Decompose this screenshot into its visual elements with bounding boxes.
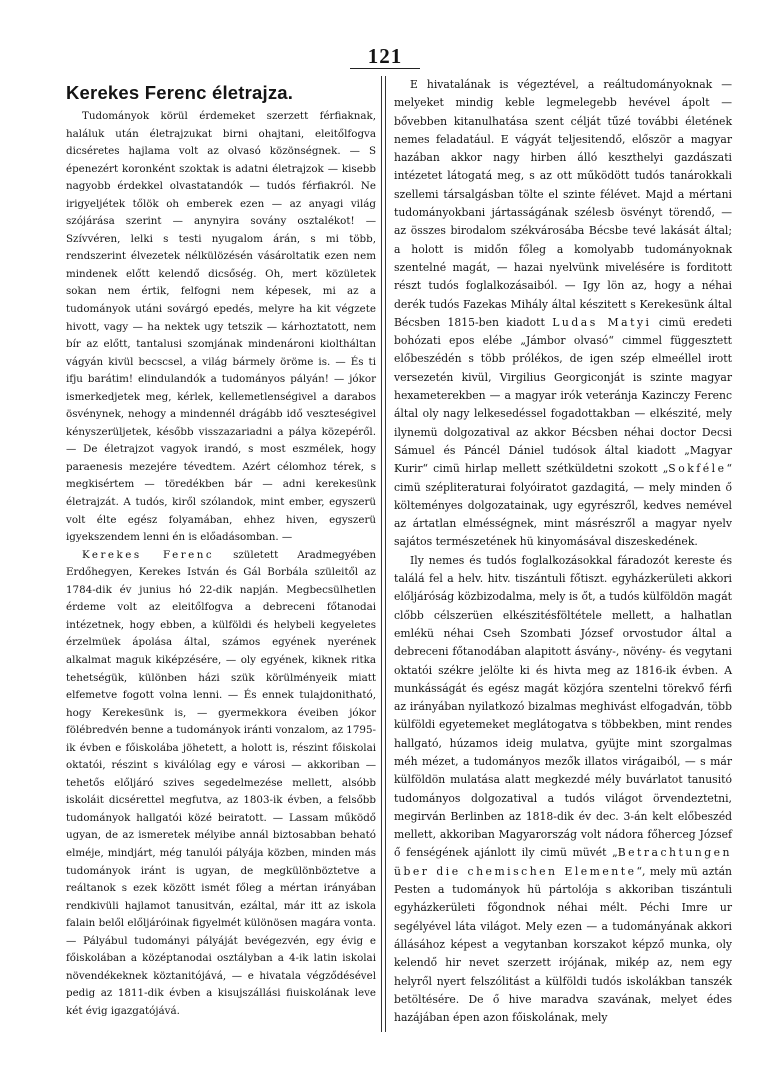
right-column bbox=[394, 76, 732, 1027]
paragraph-text: cimü eredeti bohózati epos elébe „Jámbor olvasó“ cimmel függesztett előbeszédén s több prólékos, de igen szép elmeéllel irott versezetén kivül, Virgilius Georgiconját is szinte magyar hexameterekben — a magyar irók veteránja Kazinczy Ferenc által oly nagy lelkesedéssel fogadottakban — elkészité, mely ilynemü dolgozatival az akkor Bécsben néhai doctor Decsi Sámuel és Páncél Dániel tudósok által kiadott „Magyar Kurir“ cimü hirlap mellett szétküldetni szokott „ bbox=[394, 315, 732, 476]
spaced-title: Betrachtungen über die chemischen Elemente bbox=[394, 846, 732, 878]
paragraph-text: született Aradmegyében Erdőhegyen, Kerekes István és Gál Borbála szüleitől az 1784-dik év junius hó 22-dik napján. Megbecsülhetlen érdeme volt az eleitőlfogva a debreceni főtanodai intézetnek, hogy ebben, a külföldi és helybeli kegyeletes érzelmüek ápolása által, számos egyének nyerének alkalmat maguk kiképzésére, — oly egyének, kiknek ritka tehetségük, különben házi szük körülményeik miatt elfemetve fogott volna lenni. — És ennek tulajdonitható, hogy Kerekesünk is, — gyermekkora éveiben jókor fölébredvén benne a tudományok iránti vonzalom, az 1795-ik évben e főiskolába jöhetett, a holott is, részint főiskolai oktatói, részint s kiválólag egy e városi — akkoriban — tehetős előljáró szives segedelmezése mellett, alsóbb iskoláit dicsérettel megfutva, az 1803-ik évben, a felsőbb tudományok hallgatói közé beiratott. — Lassam működő ugyan, de az ismeretek mélyibe annál biztosabban beható elméje, mindjárt, még tanulói pályája közben, minden más tudományok iránt is ugyan, de megkülönböztetve a reáltanok s ezek között ismét főleg a mértan irányában rendkivüli hajlamot tanusitván, ezáltal, már itt az iskola falain belől előljáróinak figyelmét különösen magára vonta. — Pályábul tudományi pályáját bevégezvén, egy évig e főiskolában a középtanodai osztályban a 4-ik latin iskolai növendékeknek köztanitójává, — e hivatala végződésével pedig az 1811-dik évben a kisujszállási fiuiskolának leve két évig igazgatójává. bbox=[66, 548, 376, 1017]
spaced-name: Kerekes Ferenc bbox=[82, 548, 215, 561]
paragraph-debrecen bbox=[394, 552, 732, 1028]
paragraph-text: E hivatalának is végeztével, a reáltudományoknak — melyeket mindig keble legmelegebb hevével ápolt — bővebben kitanulhatása szent célját tűzé további életének nemes feladatául. E vágyát teljesitendő, először a magyar hazában akkor nagy hirben álló keszthelyi gazdászati intézetet látogatá meg, s az ott működött tudós tanárokkali szellemi társalgásban tölte el szinte félévet. Majd a mértani tudományokbani jártasságának szélesb ösvényt törendő, — az összes birodalom székvárosába Bécsbe tevé lakását által; a holott is midőn főleg a komolyabb tudományoknak szentelné magát, — hazai nyelvünk mivelésére is forditott részt tudós foglalkozásaiból. — Igy lön az, hogy a néhai derék tudós Fazekas Mihály által készitett s Kerekesünk által Bécsben 1815-ben kiadott bbox=[394, 78, 732, 329]
left-column bbox=[66, 76, 376, 1020]
spaced-title: Ludas Matyi bbox=[552, 315, 652, 329]
spaced-title: Sokféle bbox=[668, 462, 727, 476]
column-divider bbox=[385, 76, 386, 1032]
paragraph-vienna bbox=[394, 76, 732, 552]
page-number: 121 bbox=[367, 44, 403, 68]
article-title: Kerekes Ferenc életrajza. bbox=[66, 82, 294, 103]
paragraph-biography bbox=[66, 547, 376, 1021]
paragraph-text: “ cimü szépliteraturai folyóiratot gazdagitá, — mely minden ő költeményes dolgozatainak, ugy egyrészről, kedves nemével az ártatlan elmésségnek, mint másrészről a magyar nyelv sajátos természetének hü kinyomásával diszeskedének. bbox=[394, 462, 732, 549]
paragraph-text: Ily nemes és tudós foglalkozásokkal fáradozót kereste és találá fel a helv. hitv. tiszántuli főtiszt. egyházkerületi akkori előljáróság közbizodalma, mely is őt, a tudós külföldön magát clőbb célszerüen elkészitésföltétele mellett, a halhatlan emlékü néhai Cseh Szombati József orvostudor által a debreceni főtanodában alapitott ásvány-, növény- és vegytani oktatói székre jelölte ki és hivta meg az 1816-ik évben. A munkásságát és egész magát közjóra szentelni törekvő férfi az irányában nyilatkozó bizalmas meghivást elfogadván, több külföldi egyetemeket meglátogatva s többekben, mint rendes hallgató, húzamos ideig mulatva, gyüjte mint szorgalmas méh mézet, a tudományos mezők illatos virágaiból, — s már külföldön mulatása alatt megkezdé mély buvárlatot tanusitó tudományos dolgozatival a tudós világot örvendeztetni, megirván Berlinben az 1818-dik év dec. 3-án kelt előbeszéd mellett, akkoriban Magyarország volt nádora főherceg József ő fenségének ajánlott ily cimü müvét „ bbox=[394, 553, 732, 860]
column-divider bbox=[381, 76, 382, 1032]
paragraph-intro: Tudományok körül érdemeket szerzett férfiaknak, haláluk után életrajzukat birni ohajtani, eleitőlfogva dicséretes hajlama volt az olvasó közönségnek. — S épenezért koronként szoktak is adatni életrajzok — kisebb nagyobb érdekkel olvastatandók — tudós férfiakról. Ne irigyeljétek tőlök oh emberek ezen — az anyagi világ szójárása szerint — anynyira sovány osztalékot! — Szívvéren, lelki s testi nyugalom árán, s mi több, rendszerint élvezetek nélkülözésén vásároltatik ezen nem mindenek előtt kelendő dicsőség. Oh, mert közületek sokan nem értik, felfogni nem képesek, mi az a tudományok utáni sovárgó epedés, melyre ha kit végzete hivott, vagy — ha nektek ugy tetszik — kárhoztatott, nem bír az előtt, tantalusi szomjának mindenároni kioltháltan vágyán kivül becscsel, a világ bármely öröme is. — És ti ifju barátim! elindulandók a tudományos pályán! — jókor ismerkedjetek meg, kérlek, kellemetlenségivel a darabos ösvénynek, nehogy a mindennél drágább idő veszteségivel kényszerüljetek, később visszazariadni a pálya közepéről. — De életrajzot vagyok irandó, s most eszmélek, hogy paraenesis mezejére tévedtem. Azért célomhoz térek, s megkisértem — töredékben bár — adni kerekesünk életrajzát. A tudós, kiről szólandok, mint ember, egyszerü volt élte egész folyamában, ehhez hiven, egyszerü igyekszendem lenni én is előadásomban. — bbox=[66, 110, 376, 544]
paragraph-text: “, mely mü aztán Pesten a tudományok hü pártolója s akkoriban tiszántuli egyházkerületi főgondnok néhai mélt. Péchi Imre ur segélyével láta világot. Mely ezen — a tudományának akkori állásához képest a vegytanban korszakot képző munka, oly kelendő hir nevet szerzett irójának, mikép az, nem egy helyről nyert felszólitást a külföldi tudós iskolákban tanszék betöltésére. De ő hive maradva szavának, melyet édes hazájában épen azon főiskolának, mely bbox=[394, 864, 732, 1025]
header-rule bbox=[350, 68, 420, 69]
